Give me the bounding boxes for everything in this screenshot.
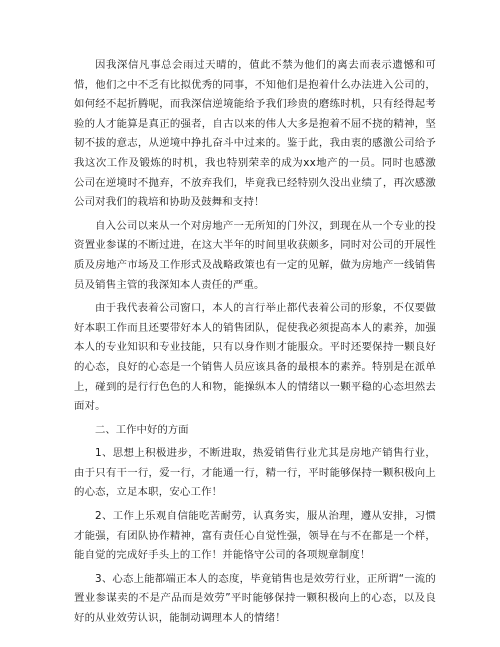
paragraph-1: 因我深信凡事总会雨过天晴的，值此不禁为他们的离去而表示遗憾和可惜，他们之中不乏有比拟优秀的同事，不知他们是抱着什么办法进入公司的，如何经不起折腾呢，而我深信逆境能给予我们珍贵的磨练时机，只有经得起考验的人才能算是真正的强者，自古以来的伟人大多是抱着不屈不挠的精神，坚韧不拔的意志，从逆境中挣扎奋斗中过来的。鉴于此，我由衷的感激公司给予我这次工作及锻炼的时机，我也特别荣幸的成为xx地产的一员。同时也感激公司在逆境时不抛弃，不放弃我们，毕竟我已经特别久没出业绩了，再次感激公司对我们的栽培和协助及鼓舞和支持！ bbox=[74, 59, 436, 209]
paragraph-2: 自入公司以来从一个对房地产一无所知的门外汉，到现在从一个专业的投资置业参谋的不断过进，在这大半年的时间里收获颇多，同时对公司的开展性质及房地产市场及工作形式及战略政策也有一定的见解，做为房地产一线销售员及销售主管的我深知本人责任的严重。 bbox=[74, 219, 436, 291]
point-1: 1、思想上积极进步，不断进取，热爱销售行业尤其是房地产销售行业，由于只有干一行，爱一行，才能通一行，精一行，平时能够保持一颗积极向上的心态，立足本职，安心工作！ bbox=[74, 447, 436, 499]
paragraph-3: 由于我代表着公司窗口，本人的言行举止都代表着公司的形象，不仅要做好本职工作而且还要带好本人的销售团队，促使我必须提高本人的素养，加强本人的专业知识和专业技能，只有以身作则才能服众。平时还要保持一颗良好的心态，良好的心态是一个销售人员应该具备的最根本的素养。特别是在派单上，碰到的是行行色色的人和物，能操纵本人的情绪以一颗平稳的心态坦然去面对。 bbox=[74, 302, 436, 413]
section-heading: 二、工作中好的方面 bbox=[95, 423, 189, 436]
document-body bbox=[74, 56, 436, 633]
point-3: 3、心态上能都端正本人的态度，毕竟销售也是效劳行业，正所谓“一流的置业参谋卖的不是产品而是效劳”平时能够保持一颗积极向上的心态，以及良好的从业效劳认识，能制动调理本人的情绪！ bbox=[74, 572, 436, 625]
point-2: 2、工作上乐观自信能吃苦耐劳，认真务实，服从治理，遵从安排，习惯才能强，有团队协作精神，富有责任心自觉性强，领导在与不在都是一个样，能自觉的完成好手头上的工作！并能恪守公司的各项规章制度！ bbox=[74, 510, 436, 562]
